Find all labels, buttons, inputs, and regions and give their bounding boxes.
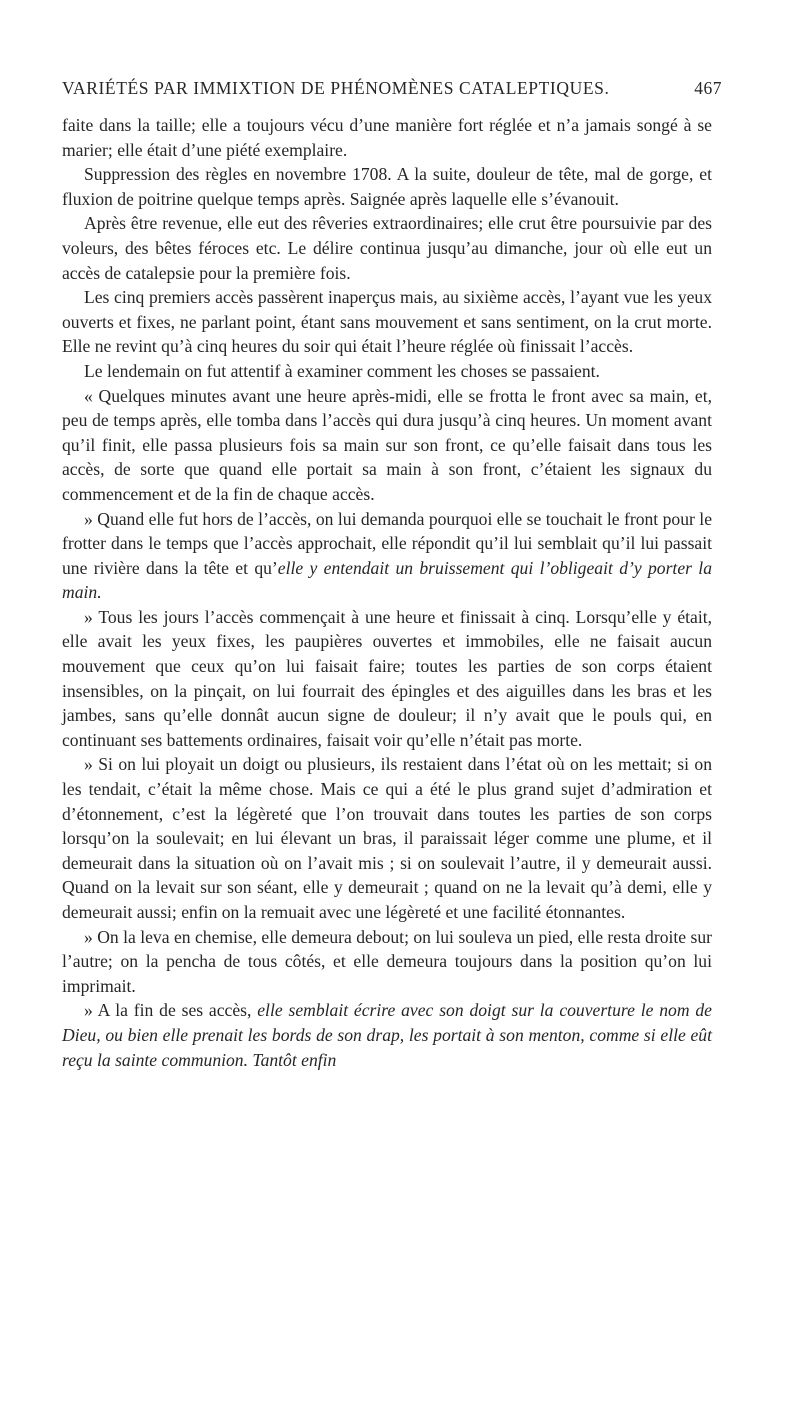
paragraph — [62, 359, 712, 384]
paragraph — [62, 507, 712, 605]
text-run: » Quand elle fut hors de l’accès, on lui demanda pourquoi elle se touchait le front pour le frotter dans le temps que l’accès approchait, elle répondit qu’il lui semblait qu’il lui passait une rivière dans la tête et qu’ — [62, 508, 712, 578]
italic-text: elle y entendait un bruissement qui l’obligeait d’y porter la main. — [62, 557, 712, 603]
paragraph — [62, 384, 712, 507]
text-run: Les cinq premiers accès passèrent inaperçus mais, au sixième accès, l’ayant vue les yeux ouverts et fixes, ne parlant point, étant sans mouvement et sans sentiment, on la crut morte. Elle ne revint qu’à cinq heures du soir qui était l’heure réglée où finissait l’accès. — [62, 287, 712, 357]
text-run: « Quelques minutes avant une heure après-midi, elle se frotta le front avec sa main, et, peu de temps après, elle tomba dans l’accès qui dura jusqu’à cinq heures. Un moment avant qu’il finit, elle passa plusieurs fois sa main sur son front, ce qu’elle faisait dans tous les accès, de sorte que quand elle portait sa main à son front, c’étaient les signaux du commencement et de la fin de chaque accès. — [62, 385, 712, 504]
paragraph — [62, 925, 712, 999]
paragraph — [62, 113, 712, 162]
text-run: Le lendemain on fut attentif à examiner comment les choses se passaient. — [84, 360, 600, 381]
text-run: » On la leva en chemise, elle demeura debout; on lui souleva un pied, elle resta droite sur l’autre; on la pencha de tous côtés, et elle demeura toujours dans la position qu’on lui imprimait. — [62, 926, 712, 996]
text-run: » A la fin de ses accès, — [84, 1000, 258, 1021]
paragraph — [62, 285, 712, 359]
text-run: Suppression des règles en novembre 1708. A la suite, douleur de tête, mal de gorge, et fluxion de poitrine quelque temps après. Saignée après laquelle elle s’évanouit. — [62, 164, 712, 209]
paragraph — [62, 605, 712, 753]
italic-text: elle semblait écrire avec son doigt sur la couverture le nom de Dieu, ou bien elle prenait les bords de son drap, les portait à son menton, comme si elle eût reçu la sainte communion. Tantôt enfin — [62, 1000, 712, 1070]
text-run: » Si on lui ployait un doigt ou plusieurs, ils restaient dans l’état où on les mettait; si on les tendait, c’était la même chose. Mais ce qui a été le plus grand sujet d’admiration et d’étonnement, c’est la légèreté que l’on trouvait dans toutes les parties de son corps lorsqu’on la soulevait; en lui élevant un bras, il paraissait léger comme une plume, et il demeurait dans la situation où on l’avait mis ; si on soulevait l’autre, il y demeurait aussi. Quand on la levait sur son séant, elle y demeurait ; quand on ne la levait qu’à demi, elle y demeurait aussi; enfin on la remuait avec une légèreté et une facilité étonnantes. — [62, 754, 712, 922]
text-run: Après être revenue, elle eut des rêveries extraordinaires; elle crut être poursuivie par des voleurs, des bêtes féroces etc. Le délire continua jusqu’au dimanche, jour où elle eut un accès de catalepsie pour la première fois. — [62, 213, 712, 283]
running-header-title: VARIÉTÉS PAR IMMIXTION DE PHÉNOMÈNES CATALEPTIQUES. — [62, 78, 610, 98]
body-text — [62, 113, 712, 1072]
running-header — [62, 78, 722, 108]
paragraph — [62, 998, 712, 1072]
paragraph — [62, 752, 712, 924]
text-run: faite dans la taille; elle a toujours vécu d’une manière fort réglée et n’a jamais songé à se marier; elle était d’une piété exemplaire. — [62, 115, 712, 160]
text-run: » Tous les jours l’accès commençait à une heure et finissait à cinq. Lorsqu’elle y était, elle avait les yeux fixes, les paupières ouvertes et immobiles, elle ne faisait aucun mouvement que ceux qu’on lui faisait faire; toutes les parties de son corps étaient insensibles, on la pinçait, on lui fourrait des épingles et des aiguilles dans les bras et les jambes, sans qu’elle donnât aucun signe de douleur; il n’y avait que le pouls qui, en continuant ses battements ordinaires, faisait voir qu’elle n’était pas morte. — [62, 606, 712, 750]
paragraph — [62, 211, 712, 285]
page-number: 467 — [694, 78, 722, 98]
paragraph — [62, 162, 712, 211]
